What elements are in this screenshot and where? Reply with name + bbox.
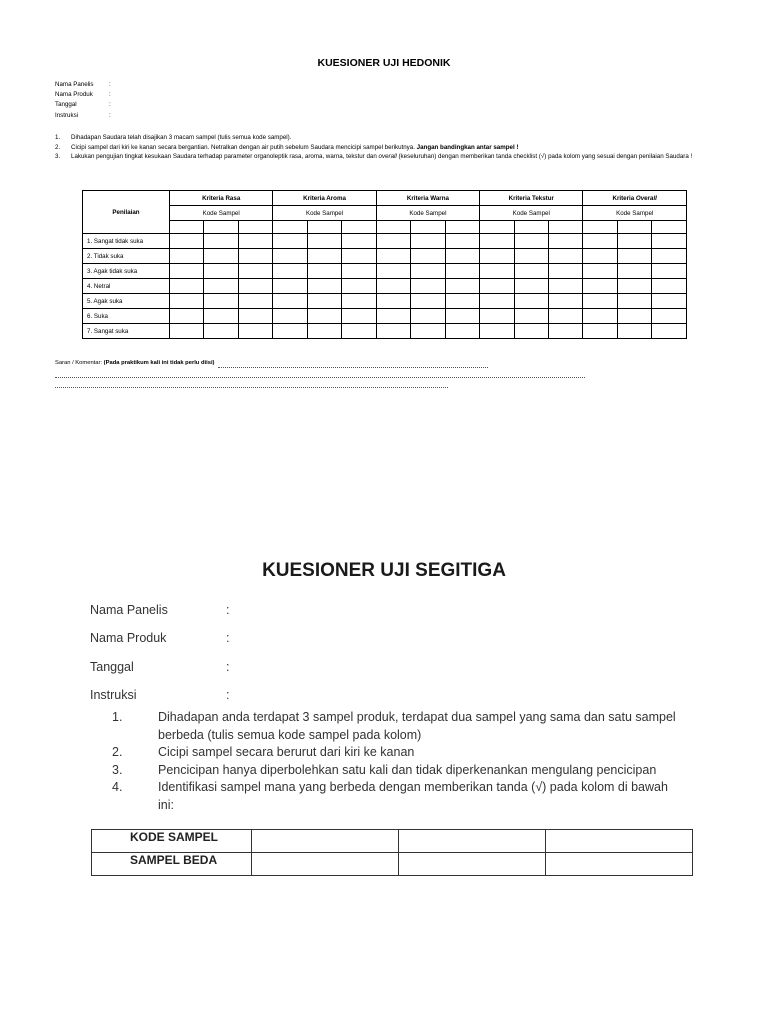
rating-check-cell[interactable] xyxy=(480,309,514,324)
rating-check-cell[interactable] xyxy=(273,264,307,279)
rating-check-cell[interactable] xyxy=(480,264,514,279)
rating-check-cell[interactable] xyxy=(273,234,307,249)
rating-check-cell[interactable] xyxy=(238,309,272,324)
rating-check-cell[interactable] xyxy=(170,234,204,249)
hedonik-title: KUESIONER UJI HEDONIK xyxy=(317,57,451,69)
rating-row xyxy=(83,264,687,279)
hedonik-identity-fields xyxy=(55,80,111,121)
rating-check-cell[interactable] xyxy=(170,324,204,339)
segitiga-answer-table xyxy=(91,829,693,876)
sample-code-cell[interactable] xyxy=(583,221,617,234)
rating-check-cell[interactable] xyxy=(583,294,617,309)
field-label: Nama Produk xyxy=(55,91,93,99)
field-label: Instruksi xyxy=(55,111,79,119)
hedonik-instructions xyxy=(55,133,720,162)
field-tanggal xyxy=(90,653,229,681)
segitiga-title: KUESIONER UJI SEGITIGA xyxy=(262,560,506,581)
instruction-text-italic: overall xyxy=(378,153,397,161)
rating-check-cell[interactable] xyxy=(204,264,238,279)
instruction-item xyxy=(55,133,720,143)
sampel-beda-cell[interactable] xyxy=(546,853,693,876)
field-separator: : xyxy=(109,111,111,119)
criteria-header-rasa: Kriteria Rasa xyxy=(170,191,273,206)
instruction-item xyxy=(112,762,682,780)
rating-check-cell[interactable] xyxy=(583,279,617,294)
rating-check-cell[interactable] xyxy=(273,294,307,309)
rating-check-cell[interactable] xyxy=(204,324,238,339)
rating-row xyxy=(83,294,687,309)
rating-check-cell[interactable] xyxy=(238,324,272,339)
rating-check-cell[interactable] xyxy=(411,264,445,279)
sample-code-cell[interactable] xyxy=(480,221,514,234)
rating-check-cell[interactable] xyxy=(411,324,445,339)
rating-check-cell[interactable] xyxy=(376,324,410,339)
rating-check-cell[interactable] xyxy=(480,234,514,249)
rating-check-cell[interactable] xyxy=(376,309,410,324)
rating-check-cell[interactable] xyxy=(652,309,687,324)
saran-note: (Pada praktikum kali ini tidak perlu diisi) xyxy=(103,360,215,366)
rating-check-cell[interactable] xyxy=(514,324,548,339)
criteria-header-overall xyxy=(583,191,687,206)
rating-check-cell[interactable] xyxy=(480,249,514,264)
instruction-item xyxy=(112,779,682,814)
instruction-item xyxy=(55,143,720,153)
rating-check-cell[interactable] xyxy=(376,264,410,279)
kode-sampel-cell[interactable] xyxy=(252,830,399,853)
field-instruksi xyxy=(55,111,111,121)
sample-code-cell[interactable] xyxy=(170,221,204,234)
rating-check-cell[interactable] xyxy=(617,264,651,279)
rating-label: 6. Suka xyxy=(83,309,170,324)
rating-check-cell[interactable] xyxy=(273,324,307,339)
instruction-text-bold: Jangan bandingkan antar sampel ! xyxy=(416,143,519,151)
rating-check-cell[interactable] xyxy=(204,309,238,324)
rating-check-cell[interactable] xyxy=(204,234,238,249)
rating-check-cell[interactable] xyxy=(548,294,582,309)
criteria-header-warna: Kriteria Warna xyxy=(376,191,479,206)
rating-label: 7. Sangat suka xyxy=(83,324,170,339)
rating-check-cell[interactable] xyxy=(411,249,445,264)
rating-label: 3. Agak tidak suka xyxy=(83,264,170,279)
field-label: Nama Panelis xyxy=(55,81,94,88)
rating-check-cell[interactable] xyxy=(583,234,617,249)
saran-fill-line[interactable] xyxy=(55,368,585,378)
segitiga-instructions xyxy=(112,709,682,814)
kode-sampel-label: KODE SAMPEL xyxy=(92,830,252,853)
sample-code-cell[interactable] xyxy=(514,221,548,234)
kode-sampel-cell[interactable] xyxy=(546,830,693,853)
rating-check-cell[interactable] xyxy=(480,279,514,294)
rating-check-cell[interactable] xyxy=(342,294,376,309)
instruction-number: 4. xyxy=(112,780,123,794)
rating-check-cell[interactable] xyxy=(238,234,272,249)
sampel-beda-label: SAMPEL BEDA xyxy=(92,853,252,876)
rating-check-cell[interactable] xyxy=(238,264,272,279)
penilaian-header: Penilaian xyxy=(83,191,170,234)
field-tanggal xyxy=(55,100,111,110)
instruction-number: 2. xyxy=(55,143,61,151)
rating-check-cell[interactable] xyxy=(480,324,514,339)
rating-check-cell[interactable] xyxy=(411,309,445,324)
rating-check-cell[interactable] xyxy=(583,324,617,339)
instruction-number: 3. xyxy=(112,762,123,777)
sample-code-cell[interactable] xyxy=(342,221,376,234)
sample-code-cell[interactable] xyxy=(307,221,341,234)
field-label: Nama Panelis xyxy=(90,603,168,617)
rating-check-cell[interactable] xyxy=(376,294,410,309)
rating-check-cell[interactable] xyxy=(411,234,445,249)
rating-check-cell[interactable] xyxy=(445,279,479,294)
rating-check-cell[interactable] xyxy=(342,324,376,339)
sampel-beda-cell[interactable] xyxy=(399,853,546,876)
rating-row xyxy=(83,279,687,294)
rating-check-cell[interactable] xyxy=(548,309,582,324)
rating-check-cell[interactable] xyxy=(204,279,238,294)
rating-check-cell[interactable] xyxy=(514,294,548,309)
rating-check-cell[interactable] xyxy=(376,234,410,249)
kode-sampel-cell[interactable] xyxy=(399,830,546,853)
instruction-text-b: (keseluruhan) dengan memberikan tanda checklist (√) pada kolom yang sesuai dengan penilaian Saudara ! xyxy=(398,153,693,161)
instruction-text: Identifikasi sampel mana yang berbeda dengan memberikan tanda (√) pada kolom di bawah ini: xyxy=(158,780,668,812)
instruction-text: Dihadapan anda terdapat 3 sampel produk, terdapat dua sampel yang sama dan satu sampel berbeda (tulis semua kode sampel pada kolom) xyxy=(158,710,676,742)
rating-check-cell[interactable] xyxy=(204,249,238,264)
rating-check-cell[interactable] xyxy=(445,234,479,249)
rating-check-cell[interactable] xyxy=(445,249,479,264)
rating-check-cell[interactable] xyxy=(480,294,514,309)
instruction-number: 1. xyxy=(55,134,61,141)
rating-check-cell[interactable] xyxy=(548,249,582,264)
rating-check-cell[interactable] xyxy=(583,249,617,264)
rating-check-cell[interactable] xyxy=(170,249,204,264)
field-separator: : xyxy=(109,101,111,109)
rating-check-cell[interactable] xyxy=(652,249,687,264)
rating-check-cell[interactable] xyxy=(342,279,376,294)
field-instruksi xyxy=(90,681,229,709)
sampel-beda-row xyxy=(92,853,693,876)
rating-check-cell[interactable] xyxy=(307,279,341,294)
rating-check-cell[interactable] xyxy=(342,234,376,249)
rating-check-cell[interactable] xyxy=(307,249,341,264)
instruction-item xyxy=(112,709,682,744)
kode-sampel-header: Kode Sampel xyxy=(480,206,583,221)
saran-label: Saran / Komentar: xyxy=(55,360,103,366)
rating-check-cell[interactable] xyxy=(307,309,341,324)
instruction-text xyxy=(71,143,720,153)
sample-code-cell[interactable] xyxy=(204,221,238,234)
field-nama-produk xyxy=(90,624,229,652)
sample-code-cell[interactable] xyxy=(617,221,651,234)
rating-check-cell[interactable] xyxy=(514,264,548,279)
rating-check-cell[interactable] xyxy=(204,294,238,309)
criteria-italic: Overall xyxy=(635,194,657,202)
rating-row xyxy=(83,324,687,339)
rating-check-cell[interactable] xyxy=(273,309,307,324)
rating-check-cell[interactable] xyxy=(617,324,651,339)
rating-check-cell[interactable] xyxy=(411,279,445,294)
segitiga-identity-fields xyxy=(90,596,229,709)
rating-check-cell[interactable] xyxy=(617,279,651,294)
rating-check-cell[interactable] xyxy=(238,294,272,309)
rating-label: 5. Agak suka xyxy=(83,294,170,309)
rating-check-cell[interactable] xyxy=(307,234,341,249)
rating-check-cell[interactable] xyxy=(652,294,687,309)
rating-check-cell[interactable] xyxy=(170,264,204,279)
criteria-header-aroma: Kriteria Aroma xyxy=(273,191,376,206)
field-label: Tanggal xyxy=(55,101,77,109)
rating-check-cell[interactable] xyxy=(342,264,376,279)
instruction-text-a: Lakukan pengujian tingkat kesukaan Saudara terhadap parameter organoleptik rasa, aroma, warna, tekstur dan xyxy=(71,153,377,161)
rating-label: 4. Netral xyxy=(83,279,170,294)
instruction-number: 3. xyxy=(55,153,61,161)
rating-check-cell[interactable] xyxy=(514,234,548,249)
kode-sampel-header: Kode Sampel xyxy=(170,206,273,221)
sample-code-cell[interactable] xyxy=(652,221,687,234)
kode-sampel-row xyxy=(92,830,693,853)
rating-check-cell[interactable] xyxy=(273,279,307,294)
sample-code-cell[interactable] xyxy=(376,221,410,234)
rating-check-cell[interactable] xyxy=(617,234,651,249)
rating-check-cell[interactable] xyxy=(617,249,651,264)
rating-check-cell[interactable] xyxy=(170,309,204,324)
field-nama-panelis xyxy=(90,596,229,624)
rating-check-cell[interactable] xyxy=(548,324,582,339)
saran-fill-line[interactable] xyxy=(55,378,448,388)
rating-check-cell[interactable] xyxy=(548,279,582,294)
rating-check-cell[interactable] xyxy=(548,264,582,279)
criteria-prefix: Kriteria xyxy=(612,194,635,202)
rating-row xyxy=(83,249,687,264)
field-separator: : xyxy=(226,659,230,674)
field-separator: : xyxy=(226,687,230,702)
field-separator: : xyxy=(109,91,111,99)
rating-check-cell[interactable] xyxy=(583,264,617,279)
kode-sampel-header: Kode Sampel xyxy=(376,206,479,221)
instruction-text-plain: Cicipi sampel dari kiri ke kanan secara bergantian. Netralkan dengan air putih sebelum Saudara mencicipi sampel berikutnya. xyxy=(71,143,415,151)
rating-check-cell[interactable] xyxy=(307,324,341,339)
rating-check-cell[interactable] xyxy=(652,234,687,249)
field-label: Instruksi xyxy=(90,687,137,702)
rating-check-cell[interactable] xyxy=(238,279,272,294)
sample-code-cell[interactable] xyxy=(548,221,582,234)
sample-code-row xyxy=(83,221,687,234)
rating-check-cell[interactable] xyxy=(652,264,687,279)
sample-code-cell[interactable] xyxy=(411,221,445,234)
rating-check-cell[interactable] xyxy=(514,249,548,264)
rating-check-cell[interactable] xyxy=(445,324,479,339)
instruction-number: 2. xyxy=(112,745,123,759)
hedonik-rating-table xyxy=(82,190,687,339)
saran-line xyxy=(55,359,735,368)
rating-check-cell[interactable] xyxy=(548,234,582,249)
rating-check-cell[interactable] xyxy=(376,249,410,264)
rating-row xyxy=(83,309,687,324)
field-separator: : xyxy=(226,603,230,617)
rating-check-cell[interactable] xyxy=(617,309,651,324)
rating-check-cell[interactable] xyxy=(307,294,341,309)
field-separator: : xyxy=(109,81,111,88)
sampel-beda-cell[interactable] xyxy=(252,853,399,876)
rating-row xyxy=(83,234,687,249)
rating-check-cell[interactable] xyxy=(617,294,651,309)
rating-label: 1. Sangat tidak suka xyxy=(83,234,170,249)
saran-fill-line[interactable] xyxy=(218,360,488,368)
field-nama-panelis xyxy=(55,80,111,90)
criteria-header-tekstur: Kriteria Tekstur xyxy=(480,191,583,206)
rating-check-cell[interactable] xyxy=(376,279,410,294)
rating-check-cell[interactable] xyxy=(583,309,617,324)
rating-check-cell[interactable] xyxy=(514,309,548,324)
instruction-text: Cicipi sampel secara berurut dari kiri ke kanan xyxy=(158,745,415,759)
field-label: Tanggal xyxy=(90,659,134,674)
rating-check-cell[interactable] xyxy=(652,279,687,294)
rating-check-cell[interactable] xyxy=(170,279,204,294)
instruction-text: Dihadapan Saudara telah disajikan 3 macam sampel (tulis semua kode sampel). xyxy=(71,134,292,141)
rating-rows xyxy=(83,234,687,339)
rating-check-cell[interactable] xyxy=(273,249,307,264)
kode-sampel-header: Kode Sampel xyxy=(273,206,376,221)
sample-code-cell[interactable] xyxy=(445,221,479,234)
sample-code-cell[interactable] xyxy=(273,221,307,234)
rating-check-cell[interactable] xyxy=(307,264,341,279)
field-nama-produk xyxy=(55,90,111,100)
rating-check-cell[interactable] xyxy=(514,279,548,294)
rating-check-cell[interactable] xyxy=(342,249,376,264)
saran-komentar xyxy=(55,359,735,388)
kode-sampel-header: Kode Sampel xyxy=(583,206,687,221)
instruction-number: 1. xyxy=(112,710,123,724)
instruction-text: Pencicipan hanya diperbolehkan satu kali dan tidak diperkenankan mengulang pencicipan xyxy=(158,762,657,777)
field-separator: : xyxy=(226,631,230,646)
rating-check-cell[interactable] xyxy=(445,309,479,324)
rating-label: 2. Tidak suka xyxy=(83,249,170,264)
rating-check-cell[interactable] xyxy=(342,309,376,324)
field-label: Nama Produk xyxy=(90,631,167,646)
instruction-item xyxy=(55,152,720,162)
rating-check-cell[interactable] xyxy=(445,264,479,279)
instruction-text xyxy=(71,152,720,162)
rating-check-cell[interactable] xyxy=(411,294,445,309)
rating-check-cell[interactable] xyxy=(445,294,479,309)
instruction-item xyxy=(112,744,682,762)
sample-code-cell[interactable] xyxy=(238,221,272,234)
rating-check-cell[interactable] xyxy=(238,249,272,264)
rating-check-cell[interactable] xyxy=(170,294,204,309)
rating-check-cell[interactable] xyxy=(652,324,687,339)
